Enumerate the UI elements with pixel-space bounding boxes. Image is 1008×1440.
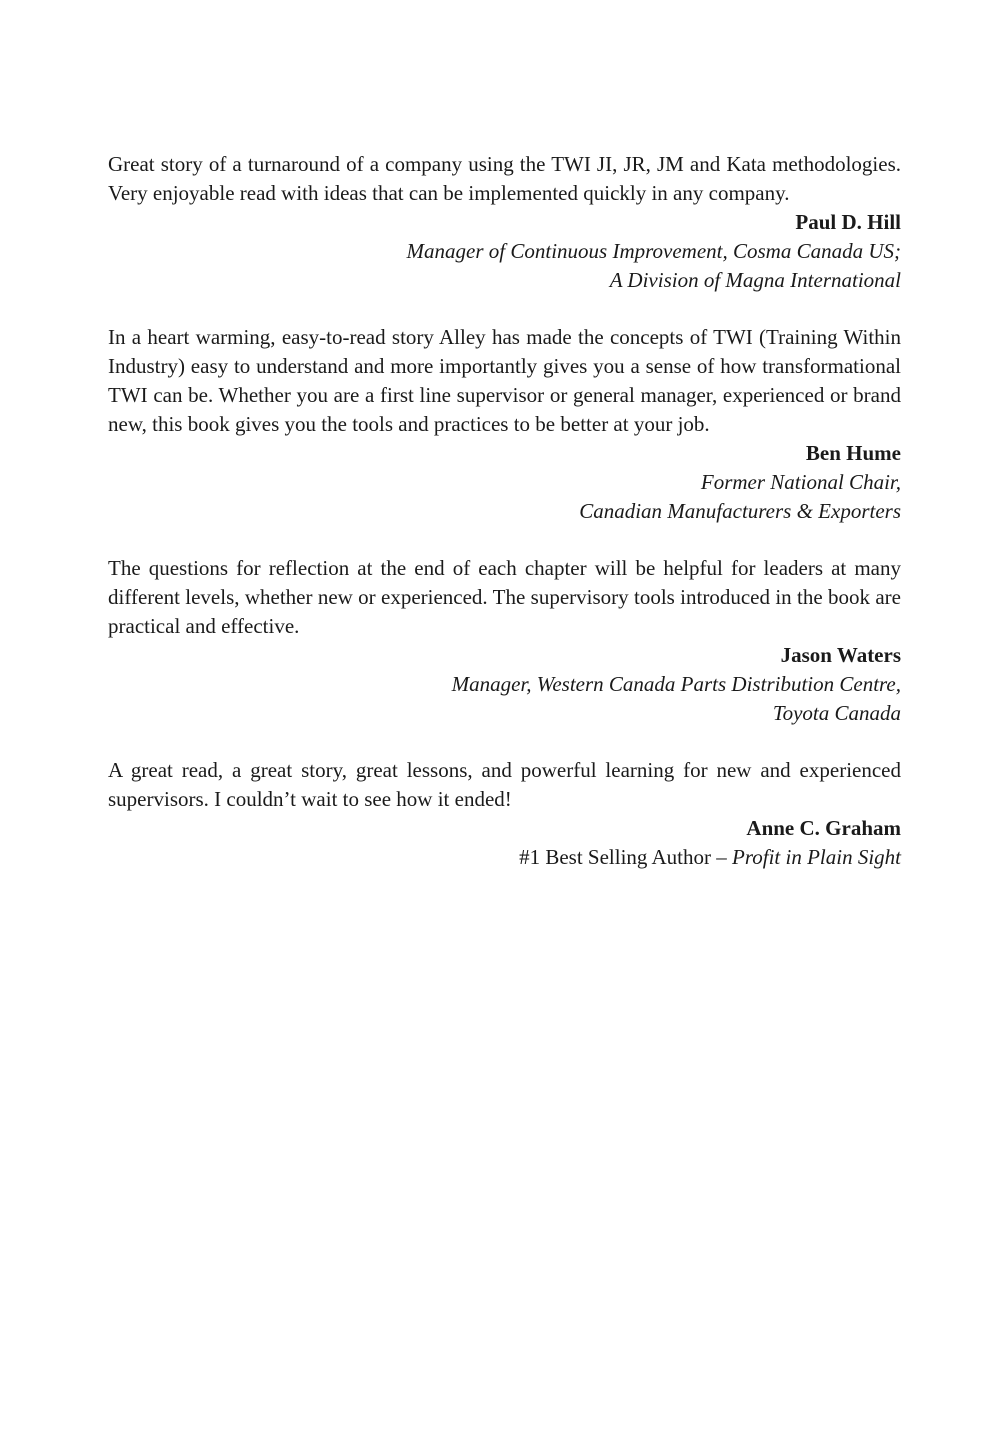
testimonial-author-organization: A Division of Magna International: [609, 268, 901, 292]
testimonials-page: [108, 150, 901, 900]
testimonial-quote: In a heart warming, easy-to-read story Alley has made the concepts of TWI (Training Within Industry) easy to understand and more importantly gives you a sense of how transformational TWI can be. Whether you are a first line supervisor or general manager, experienced or brand new, this book gives you the tools and practices to be better at your job.: [108, 325, 901, 436]
book-title: Profit in Plain Sight: [732, 845, 901, 869]
testimonial-author-title: Manager, Western Canada Parts Distribution Centre,: [451, 672, 901, 696]
testimonial-author-organization: Canadian Manufacturers & Exporters: [579, 499, 901, 523]
testimonial-author-title: Former National Chair,: [700, 470, 901, 494]
author-credit-text: #1 Best Selling Author –: [519, 845, 733, 869]
testimonial-author-organization: Toyota Canada: [772, 701, 901, 725]
testimonial-author: Jason Waters: [780, 643, 901, 667]
testimonial-3: [108, 554, 901, 728]
testimonial-1: [108, 150, 901, 295]
testimonial-4: [108, 756, 901, 872]
testimonial-author: Anne C. Graham: [746, 816, 901, 840]
testimonial-author-title: [108, 843, 901, 872]
testimonial-quote: Great story of a turnaround of a company using the TWI JI, JR, JM and Kata methodologies. Very enjoyable read with ideas that can be implemented quickly in any company.: [108, 152, 901, 205]
testimonial-quote: The questions for reflection at the end of each chapter will be helpful for leaders at many different levels, whether new or experienced. The supervisory tools introduced in the book are practical and effective.: [108, 556, 901, 638]
testimonial-2: [108, 323, 901, 526]
testimonial-quote: A great read, a great story, great lessons, and powerful learning for new and experienced supervisors. I couldn’t wait to see how it ended!: [108, 758, 901, 811]
testimonial-author: Paul D. Hill: [795, 210, 901, 234]
testimonial-author: Ben Hume: [805, 441, 901, 465]
testimonial-author-title: Manager of Continuous Improvement, Cosma Canada US;: [406, 239, 901, 263]
